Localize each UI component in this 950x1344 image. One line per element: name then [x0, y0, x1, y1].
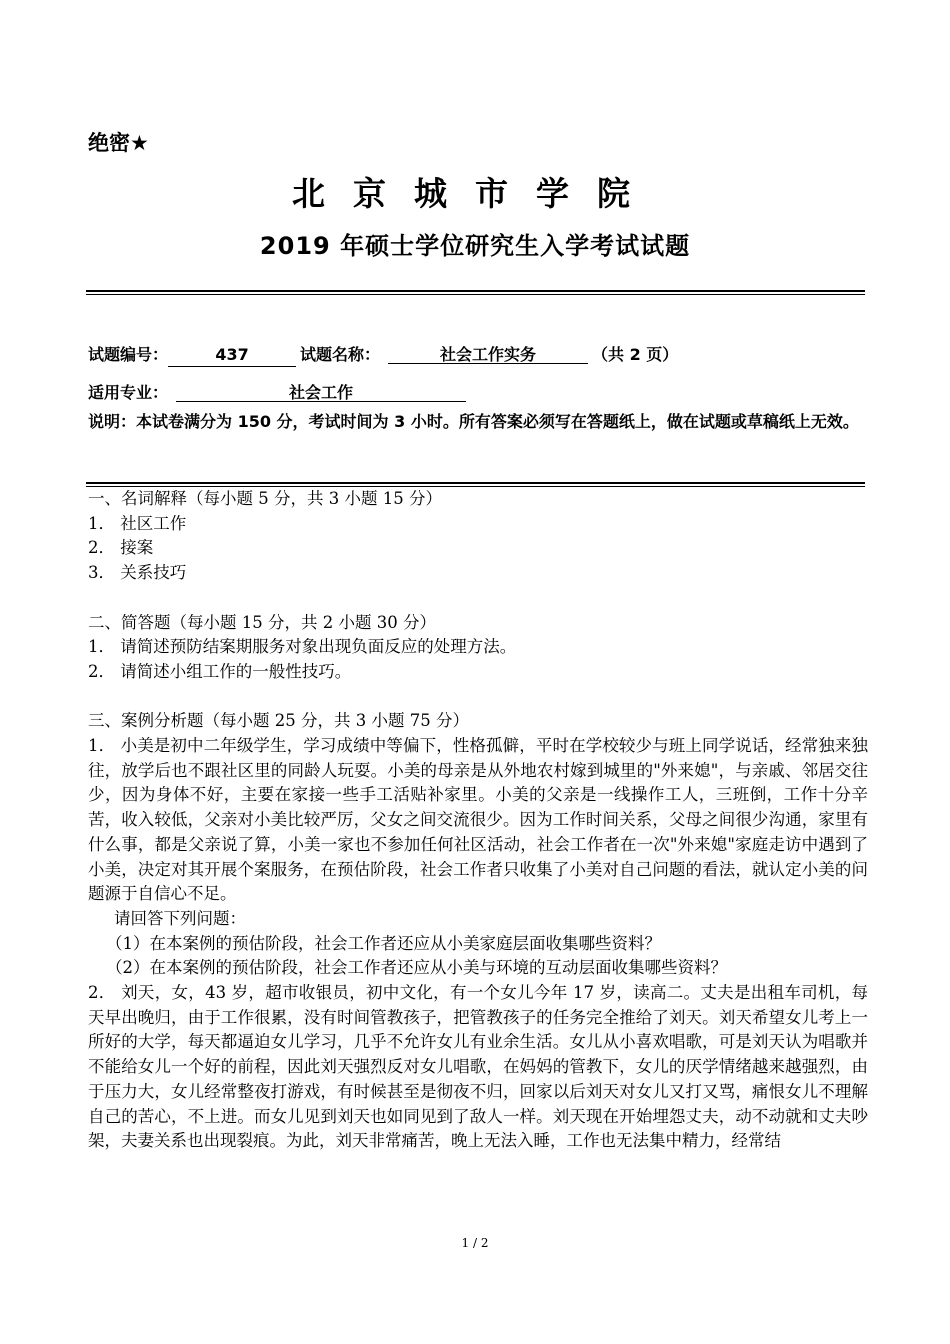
major-label: 适用专业：: [88, 383, 169, 402]
code-label: 试题编号：: [88, 345, 169, 364]
section-2-item: 1． 请简述预防结案期服务对象出现负面反应的处理方法。: [88, 637, 517, 657]
major-value: 社会工作: [176, 380, 466, 402]
name-value: 社会工作实务: [388, 342, 588, 364]
case-2-text: 2． 刘天，女，43 岁，超市收银员，初中文化，有一个女儿今年 17 岁，读高二。丈夫是出租车司机，每天早出晚归，由于工作很累，没有时间管教孩子，把管教孩子的任务完全推给了刘天。刘天希望女儿考上一所好的大学，每天都逼迫女儿学习，几乎不允许女儿有业余生活。女儿从小喜欢唱歌，可是刘天认为唱歌并不能给女儿一个好的前程，因此刘天强烈反对女儿唱歌，在妈妈的管教下，女儿的厌学情绪越来越强烈，由于压力大，女儿经常整夜打游戏，有时候甚至是彻夜不归，回家以后刘天对女儿又打又骂，痛恨女儿不理解自己的苦心，不上进。而女儿见到刘天也如同见到了敌人一样。刘天现在开始埋怨丈夫，动不动就和丈夫吵架，夫妻关系也出现裂痕。为此，刘天非常痛苦，晚上无法入睡，工作也无法集中精力，经常结: [88, 983, 868, 1151]
section-2-heading: 二、简答题（每小题 15 分，共 2 小题 30 分）: [88, 612, 436, 632]
major-row: [88, 380, 466, 403]
case-1-question-1: （1）在本案例的预估阶段，社会工作者还应从小美家庭层面收集哪些资料？: [106, 933, 661, 953]
case-1-prompt: 请回答下列问题：: [114, 908, 246, 928]
exam-code-row: [88, 342, 678, 367]
code-value: 437: [168, 345, 296, 367]
school-title: 北京城市学院: [292, 174, 658, 213]
section-2-item: 2． 请简述小组工作的一般性技巧。: [88, 661, 352, 681]
case-1-text: 1． 小美是初中二年级学生，学习成绩中等偏下，性格孤僻，平时在学校较少与班上同学说话，经常独来独往，放学后也不跟社区里的同龄人玩耍。小美的母亲是从外地农村嫁到城里的"外来媳"，与亲戚、邻居交往少，因为身体不好，主要在家接一些手工活贴补家里。小美的父亲是一线操作工人，三班倒，工作十分辛苦，收入较低，父亲对小美比较严厉，父女之间交流很少。因为工作时间关系，父母之间很少沟通，家里有什么事，都是父亲说了算，小美一家也不参加任何社区活动，社会工作者在一次"外来媳"家庭走访中遇到了小美，决定对其开展个案服务，在预估阶段，社会工作者只收集了小美对自己问题的看法，就认定小美的问题源于自信心不足。: [88, 736, 868, 904]
exam-title: 2019 年硕士学位研究生入学考试试题: [259, 232, 691, 260]
secret-mark: 绝密★: [88, 131, 149, 155]
page-count: （共 2 页）: [592, 345, 679, 364]
section-1-item: 3． 关系技巧: [88, 563, 187, 583]
case-1-question-2: （2）在本案例的预估阶段，社会工作者还应从小美与环境的互动层面收集哪些资料？: [106, 958, 727, 978]
page-number: 1 / 2: [461, 1236, 489, 1250]
exam-body: [88, 487, 868, 1154]
section-1-item: 2． 接案: [88, 538, 154, 558]
name-label: 试题名称：: [300, 345, 381, 364]
exam-note: 说明：本试卷满分为 150 分，考试时间为 3 小时。所有答案必须写在答题纸上，做在试题或草稿纸上无效。: [88, 412, 859, 431]
section-1-item: 1． 社区工作: [88, 513, 187, 533]
section-1-heading: 一、名词解释（每小题 5 分，共 3 小题 15 分）: [88, 489, 442, 508]
section-3-heading: 三、案例分析题（每小题 25 分，共 3 小题 75 分）: [88, 711, 469, 731]
header-divider: [86, 290, 865, 295]
